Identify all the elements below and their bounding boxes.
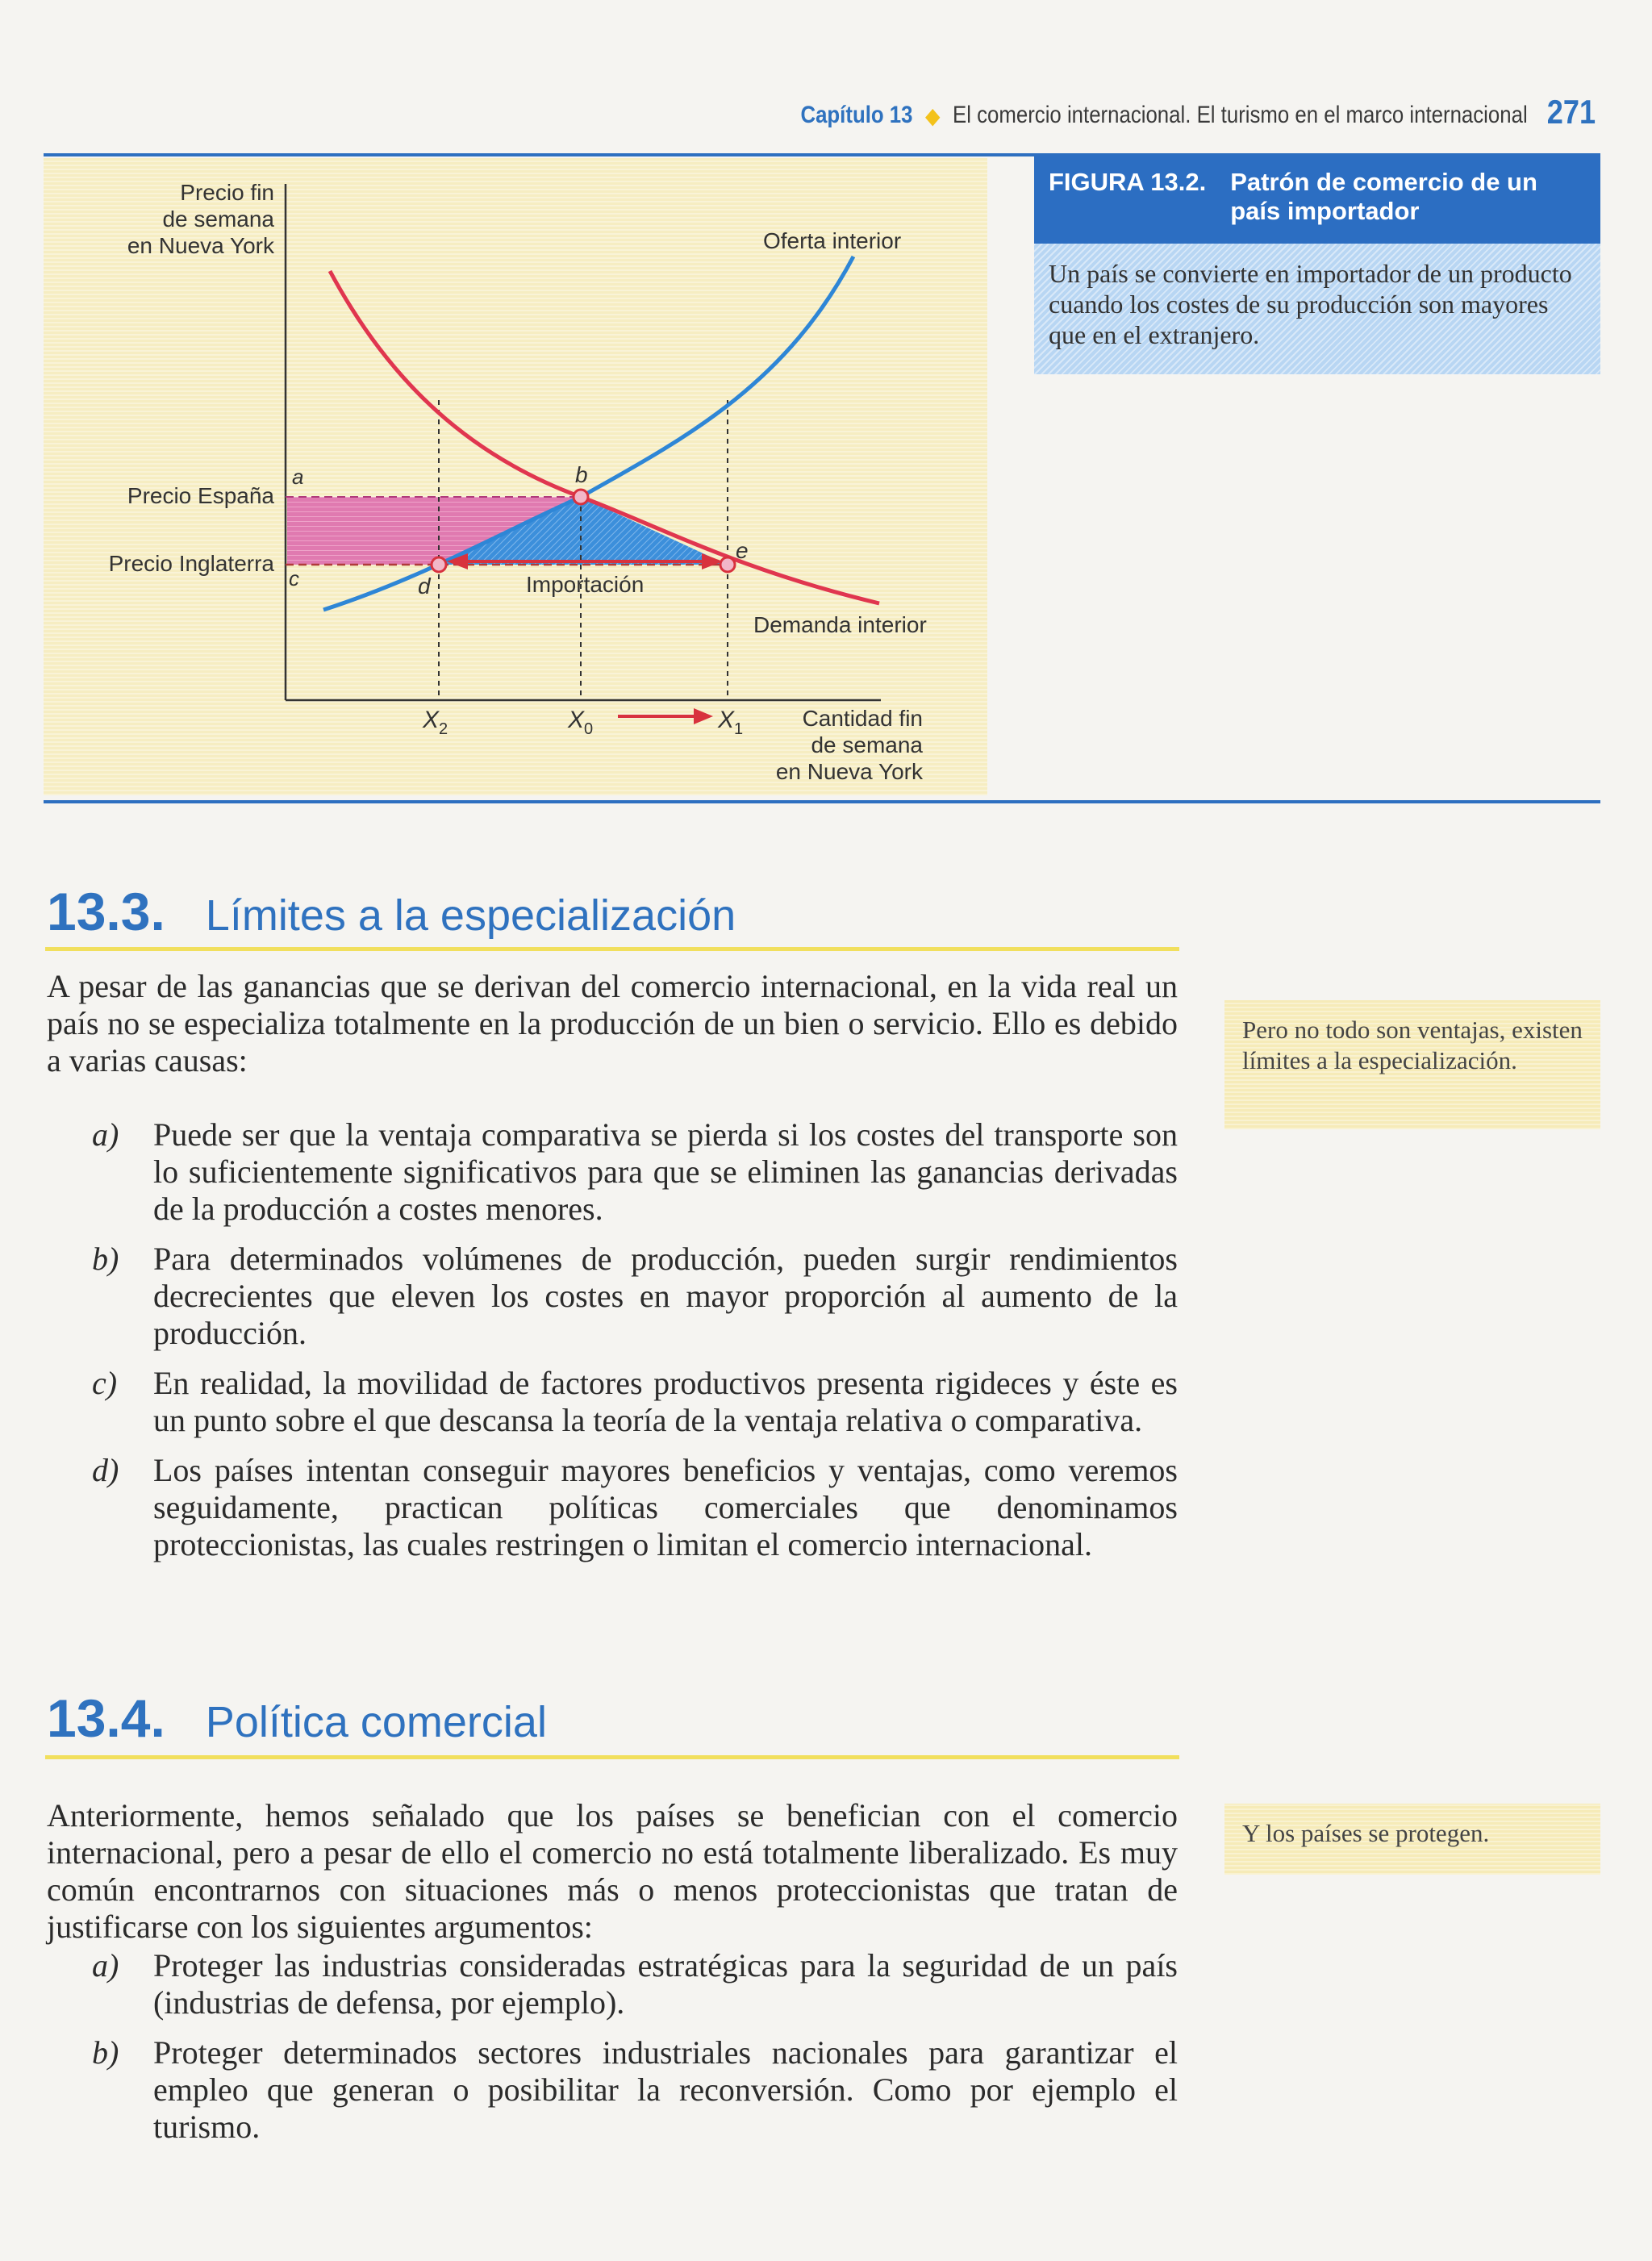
x-axis-label-1: Cantidad fin [802, 706, 923, 731]
section-heading-13-3 [47, 881, 736, 942]
y-axis-label-3: en Nueva York [127, 233, 274, 258]
figure-title: Patrón de comercio de un país importador [1230, 168, 1537, 225]
section-rule [45, 1755, 1179, 1759]
tick-x1: X [718, 707, 735, 733]
list-marker: b) [92, 2034, 119, 2071]
list-item-text: Para determinados volúmenes de producción, pueden surgir rendimientos decrecientes que eleven los costes en mayor proporción al aumento de la producción. [153, 1241, 1178, 1351]
point-e [720, 557, 735, 572]
point-b-label: b [575, 462, 588, 487]
tick-x0: X [568, 707, 585, 733]
limits-list [47, 1116, 1178, 1576]
list-item [47, 1241, 1178, 1352]
tick-x2: X [423, 707, 440, 733]
supply-label: Oferta interior [763, 228, 902, 253]
point-d [432, 557, 446, 572]
x-axis-label-3: en Nueva York [775, 759, 923, 784]
list-marker: b) [92, 1241, 119, 1277]
point-e-label: e [736, 538, 749, 563]
point-d-label: d [418, 574, 431, 599]
tick-x0-sub: 0 [584, 720, 594, 738]
figure-number: FIGURA 13.2. [1049, 168, 1207, 196]
list-item-text: En realidad, la movilidad de factores productivos presenta rigideces y éste es un punto sobre el que descansa la teoría de la ventaja relativa o comparativa. [153, 1365, 1178, 1438]
section-heading-13-4 [47, 1687, 547, 1749]
x-shift-arrow-head [694, 708, 713, 724]
section-intro: Anteriormente, hemos señalado que los países se benefician con el comercio internacional, pero a pesar de ello el comercio no está totalmente liberalizado. Es muy común encontrarnos con situaciones más o menos proteccionistas que tratan de justificarse con los siguientes argumentos: [47, 1797, 1178, 1945]
list-item [47, 1116, 1178, 1228]
margin-note-protect: Y los países se protegen. [1224, 1804, 1600, 1875]
list-item [47, 2034, 1178, 2146]
tick-x1-sub: 1 [734, 720, 744, 738]
section-intro: A pesar de las ganancias que se derivan del comercio internacional, en la vida real un país no se especializa totalmente en la producción de un bien o servicio. Ello es debido a varias causas: [47, 968, 1178, 1078]
chapter-title: El comercio internacional. El turismo en el marco internacional [952, 102, 1528, 128]
point-a-label: a [292, 465, 304, 489]
list-item [47, 1365, 1178, 1439]
policy-list [47, 1947, 1178, 2159]
list-marker: d) [92, 1452, 119, 1488]
list-item-text: Proteger determinados sectores industriales nacionales para garantizar el empleo que generan o posibilitar la reconversión. Como por ejemplo el turismo. [153, 2034, 1178, 2145]
list-item-text: Puede ser que la ventaja comparativa se pierda si los costes del transporte son lo suficientemente significativos para que se eliminen las ganancias derivadas de la producción a costes menores. [153, 1116, 1178, 1227]
running-header [800, 84, 1596, 129]
page-number: 271 [1546, 93, 1596, 131]
margin-note-limits: Pero no todo son ventajas, existen límites a la especialización. [1224, 1000, 1600, 1129]
figure-caption: Un país se convierte en importador de un producto cuando los costes de su producción son mayores que en el extranjero. [1034, 244, 1600, 374]
y-axis-label-2: de semana [162, 206, 274, 232]
list-item [47, 1947, 1178, 2021]
demand-label: Demanda interior [753, 612, 927, 637]
import-label: Importación [526, 572, 645, 597]
section-number: 13.3. [47, 882, 165, 941]
section-title: Límites a la especialización [205, 891, 736, 940]
price-england-label: Precio Inglaterra [108, 551, 274, 576]
list-item [47, 1452, 1178, 1563]
list-marker: a) [92, 1947, 119, 1984]
chapter-label: Capítulo 13 [800, 102, 913, 128]
figure-bottom-rule [44, 800, 1600, 803]
x-axis-label-2: de semana [811, 732, 923, 757]
point-c-label: c [289, 566, 299, 590]
tick-x2-sub: 2 [439, 720, 448, 738]
list-item-text: Proteger las industrias consideradas estratégicas para la seguridad de un país (industrias de defensa, por ejemplo). [153, 1947, 1178, 2021]
list-item-text: Los países intentan conseguir mayores beneficios y ventajas, como veremos seguidamente, practican políticas comerciales que denominamos proteccionistas, las cuales restringen o limitan el comercio internacional. [153, 1452, 1178, 1562]
bullet-icon: ◆ [924, 103, 941, 128]
price-spain-label: Precio España [127, 483, 274, 508]
figure-diagram [44, 158, 987, 795]
list-marker: c) [92, 1365, 118, 1401]
figure-caption-header [1034, 155, 1600, 244]
list-marker: a) [92, 1116, 119, 1153]
y-axis-label-1: Precio fin [180, 180, 274, 205]
section-title: Política comercial [205, 1698, 547, 1746]
section-rule [45, 947, 1179, 951]
point-b [574, 490, 588, 504]
section-number: 13.4. [47, 1688, 165, 1748]
